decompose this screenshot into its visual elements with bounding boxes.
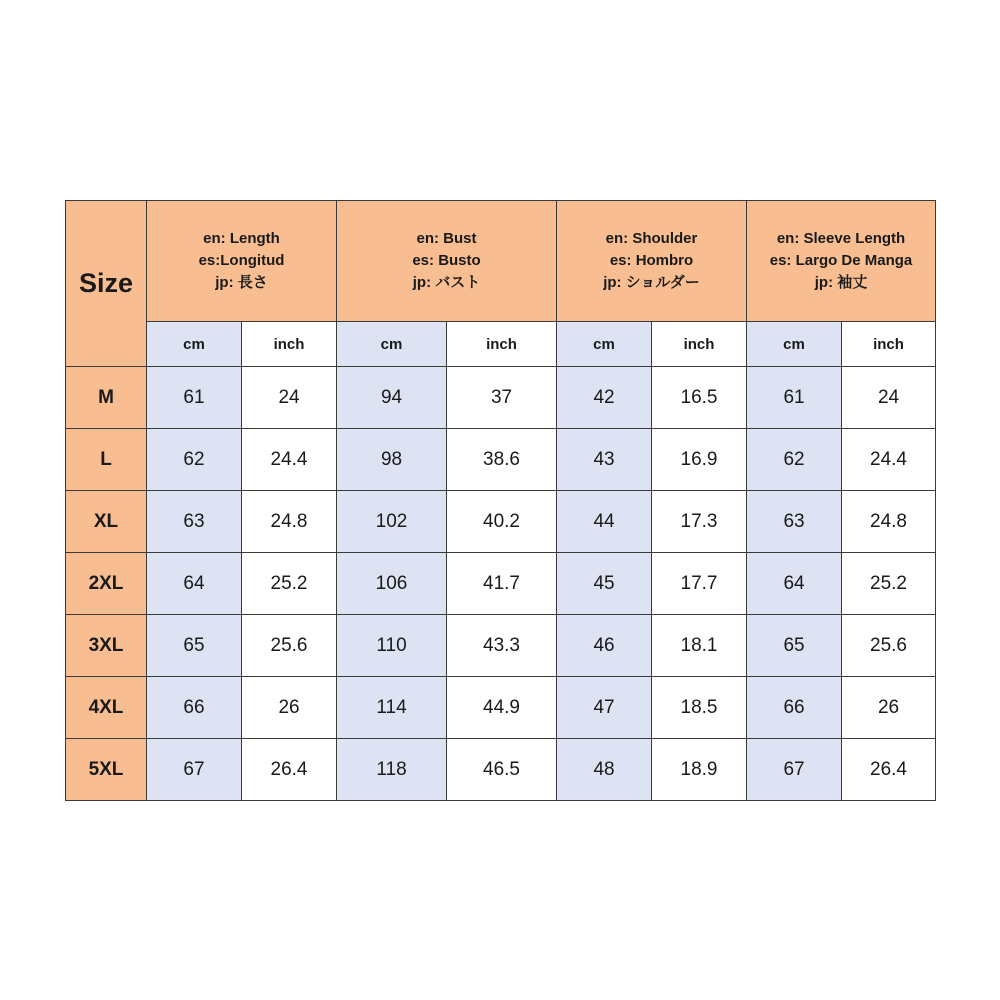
inch-value-cell: 16.9 <box>652 429 747 491</box>
cm-value-cell: 44 <box>557 491 652 553</box>
bust-es-label: es: Busto <box>412 252 481 269</box>
unit-cm: cm <box>747 322 842 367</box>
inch-value-cell: 26 <box>842 677 936 739</box>
table-row <box>66 677 936 739</box>
cm-value-cell: 66 <box>147 677 242 739</box>
sleeve-jp-label: jp: 袖丈 <box>814 274 868 291</box>
unit-cm: cm <box>557 322 652 367</box>
sleeve-header <box>747 201 936 322</box>
cm-value-cell: 43 <box>557 429 652 491</box>
size-rows <box>66 367 936 801</box>
unit-row <box>66 322 936 367</box>
inch-value-cell: 26.4 <box>242 739 337 801</box>
cm-value-cell: 62 <box>147 429 242 491</box>
shoulder-es-label: es: Hombro <box>609 252 694 269</box>
bust-header <box>337 201 557 322</box>
size-label: L <box>66 429 147 491</box>
inch-value-cell: 26.4 <box>842 739 936 801</box>
cm-value-cell: 47 <box>557 677 652 739</box>
size-label: 2XL <box>66 553 147 615</box>
cm-value-cell: 67 <box>747 739 842 801</box>
inch-value-cell: 43.3 <box>447 615 557 677</box>
inch-value-cell: 17.3 <box>652 491 747 553</box>
unit-inch: inch <box>242 322 337 367</box>
unit-cm: cm <box>337 322 447 367</box>
unit-inch: inch <box>652 322 747 367</box>
inch-value-cell: 18.5 <box>652 677 747 739</box>
inch-value-cell: 25.2 <box>242 553 337 615</box>
size-label: M <box>66 367 147 429</box>
inch-value-cell: 24.4 <box>242 429 337 491</box>
inch-value-cell: 25.2 <box>842 553 936 615</box>
cm-value-cell: 98 <box>337 429 447 491</box>
inch-value-cell: 24.8 <box>842 491 936 553</box>
length-es-label: es:Longitud <box>198 252 285 269</box>
inch-value-cell: 25.6 <box>842 615 936 677</box>
cm-value-cell: 94 <box>337 367 447 429</box>
length-header <box>147 201 337 322</box>
length-jp-label: jp: 長さ <box>215 274 268 291</box>
cm-value-cell: 42 <box>557 367 652 429</box>
cm-value-cell: 110 <box>337 615 447 677</box>
shoulder-header <box>557 201 747 322</box>
unit-inch: inch <box>447 322 557 367</box>
cm-value-cell: 114 <box>337 677 447 739</box>
cm-value-cell: 106 <box>337 553 447 615</box>
bust-jp-label: jp: バスト <box>412 274 481 291</box>
inch-value-cell: 18.9 <box>652 739 747 801</box>
header-row <box>66 201 936 322</box>
inch-value-cell: 25.6 <box>242 615 337 677</box>
size-chart-table <box>65 200 936 801</box>
cm-value-cell: 66 <box>747 677 842 739</box>
inch-value-cell: 24 <box>242 367 337 429</box>
cm-value-cell: 65 <box>147 615 242 677</box>
table-row <box>66 429 936 491</box>
size-label: 4XL <box>66 677 147 739</box>
unit-inch: inch <box>842 322 936 367</box>
cm-value-cell: 65 <box>747 615 842 677</box>
cm-value-cell: 64 <box>147 553 242 615</box>
size-label: XL <box>66 491 147 553</box>
length-en-label: en: Length <box>203 230 280 247</box>
table-row <box>66 367 936 429</box>
unit-cm: cm <box>147 322 242 367</box>
cm-value-cell: 45 <box>557 553 652 615</box>
inch-value-cell: 24.4 <box>842 429 936 491</box>
table-row <box>66 615 936 677</box>
cm-value-cell: 62 <box>747 429 842 491</box>
cm-value-cell: 64 <box>747 553 842 615</box>
size-label: 3XL <box>66 615 147 677</box>
cm-value-cell: 61 <box>147 367 242 429</box>
table-row <box>66 739 936 801</box>
inch-value-cell: 37 <box>447 367 557 429</box>
cm-value-cell: 46 <box>557 615 652 677</box>
inch-value-cell: 26 <box>242 677 337 739</box>
cm-value-cell: 63 <box>747 491 842 553</box>
size-label: 5XL <box>66 739 147 801</box>
inch-value-cell: 16.5 <box>652 367 747 429</box>
inch-value-cell: 17.7 <box>652 553 747 615</box>
inch-value-cell: 24 <box>842 367 936 429</box>
bust-en-label: en: Bust <box>416 230 477 247</box>
inch-value-cell: 41.7 <box>447 553 557 615</box>
cm-value-cell: 118 <box>337 739 447 801</box>
inch-value-cell: 44.9 <box>447 677 557 739</box>
inch-value-cell: 18.1 <box>652 615 747 677</box>
shoulder-jp-label: jp: ショルダー <box>603 274 700 291</box>
shoulder-en-label: en: Shoulder <box>605 230 698 247</box>
inch-value-cell: 24.8 <box>242 491 337 553</box>
inch-value-cell: 46.5 <box>447 739 557 801</box>
sleeve-es-label: es: Largo De Manga <box>769 252 913 269</box>
cm-value-cell: 67 <box>147 739 242 801</box>
cm-value-cell: 61 <box>747 367 842 429</box>
inch-value-cell: 38.6 <box>447 429 557 491</box>
table-row <box>66 491 936 553</box>
table-row <box>66 553 936 615</box>
cm-value-cell: 102 <box>337 491 447 553</box>
inch-value-cell: 40.2 <box>447 491 557 553</box>
size-header: Size <box>66 201 147 367</box>
cm-value-cell: 63 <box>147 491 242 553</box>
cm-value-cell: 48 <box>557 739 652 801</box>
sleeve-en-label: en: Sleeve Length <box>776 230 906 247</box>
